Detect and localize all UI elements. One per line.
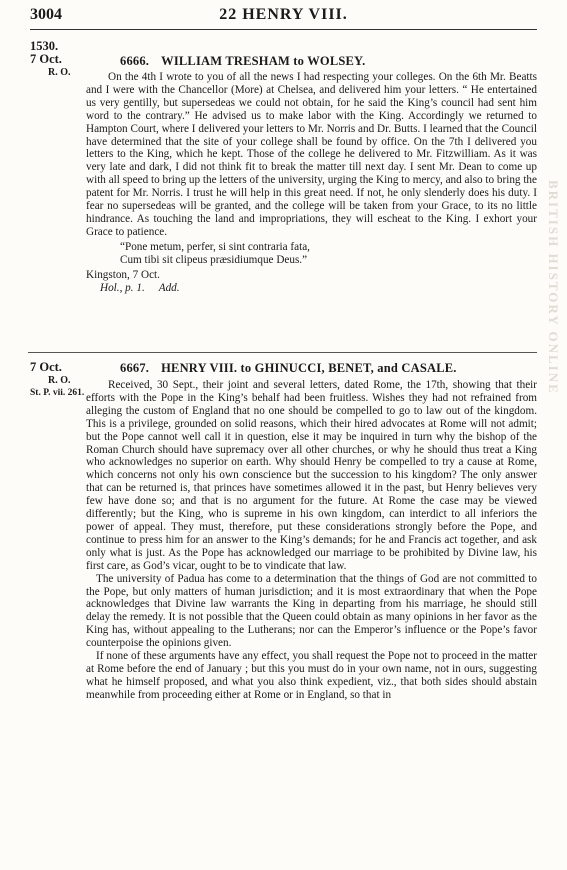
watermark-stamp: BRITISH HISTORY ONLINE (546, 180, 561, 395)
entry-body (86, 71, 537, 294)
entry-signature: Kingston, 7 Oct. (86, 268, 160, 281)
page-number: 3004 (30, 6, 62, 23)
entry-paragraph: On the 4th I wrote to you of all the news I had respecting your colleges. On the 6th Mr. Beatts and I were with the Chancellor (More) at Chelsea, and delivered him your letters. “ He entertained us very gentilly, but supersedeas we could not obtain, for he said the King’s council had sent him word to the contrary.” He advised us to make labor with the King. Accordingly we returned to Hampton Court, where I delivered your letters to Mr. Norris and Dr. Butts. I learned that the Council have determined that the site of your college shall be found by office. On the 7th I delivered you letters to the King, which he kept. Those of the college he delivered to Mr. Fitzwilliam. As it was very late and dark, I did not think fit to break the matter till next day. I sent Mr. Dean to come up with all speed to bring up the letters of the university, urging the King to mercy, and also to bring the patent for Mr. Norris. I trust he will help in this great need. If not, he only slenderly does his duty. I fear no supersedeas will be granted, and the college will be taken from your Grace, to its no little hindrance. As touching the land and impropriations, they will escheat to the King. I exhort your Grace to patience. (86, 71, 537, 238)
entry-year: 1530. (30, 39, 59, 53)
entry-paragraph: Received, 30 Sept., their joint and several letters, dated Rome, the 17th, showing that their efforts with the Pope in the King’s behalf had been fruitless. Wishes they had not refrained from alleging the custom of England that no one should be compelled to go to law out of the kingdom. This is a privilege, grounded on solid reasons, which their hired advocates at Rome will not admit; but the Pope cannot well call it in question, else it may be inquired in turn why the bishop of the Roman Church should have supremacy over all other churches, or why he should thus treat a King who acknowledges no superior on earth. Why should Henry be compelled to try a cause at Rome, which concerns not only his own conscience but the succession to his kingdom? The only answer that can be returned is, that princes have sometimes allowed it in the past, but Henry believes very few have done so; and that is no argument for the future. At Rome the case may be viewed differently; but the King, who is supreme in his own kingdom, can interdict to all inferiors the power of appeal. They must, therefore, put these considerations strongly before the Pope, and continue to press him for an answer to the King’s demands; for he and Francis act together, and ask only what is just. As the Pope has acknowledged our marriage to be prohibited by Divine law, his first care, as God’s vicar, ought to be to vindicate that law. (86, 379, 537, 572)
running-title: 22 HENRY VIII. (219, 6, 348, 23)
entry-source: R. O. (48, 375, 71, 386)
entry-date: 7 Oct. (30, 52, 62, 66)
entry-source-secondary: St. P. vii. 261. (30, 388, 85, 398)
page-header (30, 6, 537, 28)
header-rule (30, 29, 537, 30)
entry-heading (120, 361, 457, 376)
citation-add: Add. (158, 281, 180, 294)
entry-title: WILLIAM TRESHAM to WOLSEY. (161, 54, 366, 68)
entry-heading (120, 54, 365, 69)
entry-body (86, 379, 537, 702)
entry-citation (100, 282, 537, 295)
entry-paragraph: The university of Padua has come to a determination that the things of God are not committed to the Pope, but only matters of human jurisdiction; and it is most extraordinary that when the Pope acknowledges that Divine law warrants the King in departing from his marriage, he should still delay the remedy. It is not possible that the Queen could obtain as many opinions in her favor as the King has, without appealing to the Lutherans; nor can the Emperor’s influence or the Pope’s favor counterpoise the opinions given. (86, 572, 537, 650)
verse-line: “Pone metum, perfer, si sint contraria fata, (120, 240, 310, 253)
verse-line: Cum tibi sit clipeus præsidiumque Deus.” (120, 253, 308, 266)
entry-date: 7 Oct. (30, 360, 62, 374)
entry-number: 6667. (120, 361, 150, 375)
entry-title: HENRY VIII. to GHINUCCI, BENET, and CASALE. (161, 361, 457, 375)
entry-verse (120, 241, 537, 267)
entry-source: R. O. (48, 67, 71, 78)
entry-separator (28, 352, 537, 353)
entry-number: 6666. (120, 54, 150, 68)
citation-text: Hol., p. 1. (100, 281, 145, 294)
entry-paragraph: If none of these arguments have any effect, you shall request the Pope not to proceed in the matter at Rome before the end of January ; but this you must do in your own name, not in ours, suggesting what he himself proposed, and what you also think expedient, viz., that both sides should abstain meanwhile from proceeding either at Rome or in England, so that in (86, 650, 537, 701)
